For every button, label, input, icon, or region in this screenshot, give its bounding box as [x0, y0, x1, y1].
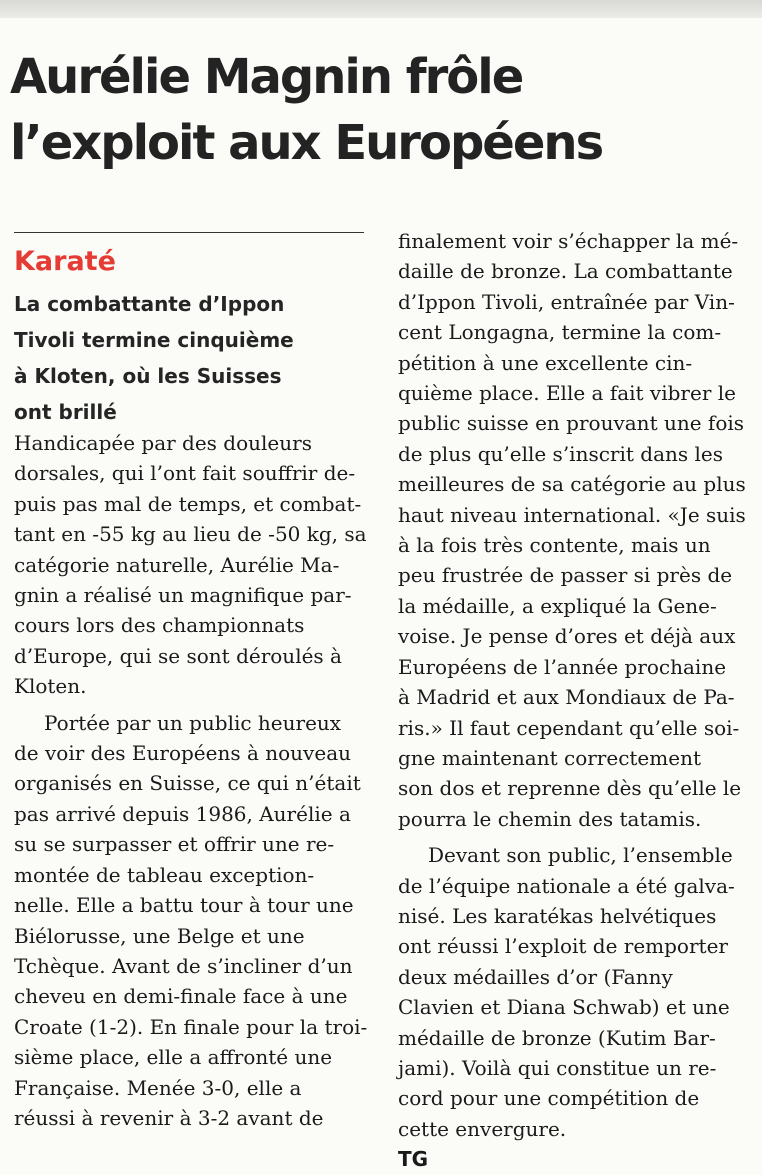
- text-line: Biélorusse, une Belge et une: [14, 923, 305, 948]
- text-line: peu frustrée de passer si près de: [398, 563, 733, 588]
- text-line: organisés en Suisse, ce qui n’était: [14, 771, 361, 796]
- text-line: gnin a réalisé un magnifique par-: [14, 583, 352, 608]
- text-line: voise. Je pense d’ores et déjà aux: [398, 624, 736, 649]
- text-line: [398, 1114, 758, 1175]
- text-line: ris.» Il faut cependant qu’elle soi-: [398, 715, 740, 740]
- text-line: Française. Menée 3-0, elle a: [14, 1075, 302, 1100]
- top-border-strip: [0, 0, 762, 18]
- headline-line: Aurélie Magnin frôle: [10, 49, 523, 105]
- subheadline-line: à Kloten, où les Suisses: [14, 364, 282, 388]
- text-line: deux médailles d’or (Fanny: [398, 964, 673, 989]
- text-line: cent Longagna, termine la com-: [398, 320, 722, 345]
- text-line: montée de tableau exception-: [14, 862, 315, 887]
- article-headline: [10, 44, 750, 176]
- text-line: d’Ippon Tivoli, entraînée par Vin-: [398, 289, 735, 314]
- text-line: puis pas mal de temps, et combat-: [14, 491, 362, 516]
- article-subheadline: [14, 286, 364, 430]
- text-line: son dos et reprenne dès qu’elle le: [398, 776, 742, 801]
- text-line: Européens de l’année prochaine: [398, 654, 727, 679]
- text-line: Clavien et Diana Schwab) et une: [398, 995, 730, 1020]
- text-line: à la fois très contente, mais un: [398, 533, 711, 558]
- text-line: ont réussi l’exploit de remporter: [398, 934, 728, 959]
- headline-line: l’exploit aux Européens: [10, 115, 603, 171]
- text-line: meilleures de sa catégorie au plus: [398, 472, 746, 497]
- text-line: catégorie naturelle, Aurélie Ma-: [14, 552, 340, 577]
- final-text: cette envergure.: [398, 1116, 567, 1141]
- text-line: Tchèque. Avant de s’incliner d’un: [14, 953, 353, 978]
- text-line: cours lors des championnats: [14, 613, 305, 638]
- text-line: daille de bronze. La combattante: [398, 259, 733, 284]
- paragraph-4: [398, 840, 758, 1174]
- paragraph-3: [398, 226, 758, 834]
- text-line: tant en -55 kg au lieu de -50 kg, sa: [14, 522, 367, 547]
- text-line: de plus qu’elle s’inscrit dans les: [398, 441, 723, 466]
- text-line: quième place. Elle a fait vibrer le: [398, 381, 736, 406]
- text-line: Kloten.: [14, 674, 87, 699]
- text-line: médaille de bronze (Kutim Bar-: [398, 1025, 716, 1050]
- author-signature: TG: [398, 1147, 429, 1172]
- subheadline-line: La combattante d’Ippon: [14, 292, 285, 316]
- text-line: pourra le chemin des tatamis.: [398, 806, 702, 831]
- text-line: réussi à revenir à 3-2 avant de: [14, 1105, 324, 1130]
- text-line: dorsales, qui l’ont fait souffrir de-: [14, 461, 356, 486]
- text-line: pétition à une excellente cin-: [398, 350, 693, 375]
- text-line: nisé. Les karatékas helvétiques: [398, 903, 717, 928]
- text-line: Handicapée par des douleurs: [14, 431, 312, 455]
- text-line: à Madrid et aux Mondiaux de Pa-: [398, 685, 735, 710]
- text-line: la médaille, a expliqué la Gene-: [398, 593, 717, 618]
- text-line: cord pour une compétition de: [398, 1086, 700, 1111]
- text-line: public suisse en prouvant une fois: [398, 411, 745, 436]
- text-line: finalement voir s’échapper la mé-: [398, 229, 739, 253]
- text-line: sième place, elle a affronté une: [14, 1045, 333, 1070]
- text-line: gne maintenant correctement: [398, 745, 701, 770]
- text-line: pas arrivé depuis 1986, Aurélie a: [14, 801, 351, 826]
- text-line: d’Europe, qui se sont déroulés à: [14, 643, 342, 668]
- text-line: Portée par un public heureux: [44, 710, 342, 735]
- text-line: cheveu en demi-finale face à une: [14, 984, 348, 1009]
- subheadline-line: Tivoli termine cinquième: [14, 328, 294, 352]
- text-line: haut niveau international. «Je suis: [398, 502, 746, 527]
- left-column: [14, 428, 374, 1133]
- right-column: [398, 226, 758, 1175]
- text-line: de voir des Européens à nouveau: [14, 741, 351, 766]
- text-line: Croate (1-2). En finale pour la troi-: [14, 1014, 368, 1039]
- text-line: de l’équipe nationale a été galva-: [398, 873, 735, 898]
- text-line: Devant son public, l’ensemble: [428, 843, 733, 868]
- paragraph-2: [14, 708, 374, 1134]
- text-line: jami). Voilà qui constitue un re-: [398, 1055, 717, 1080]
- text-line: su se surpasser et offrir une re-: [14, 832, 335, 857]
- paragraph-1: [14, 428, 374, 702]
- subheadline-line: ont brillé: [14, 400, 117, 424]
- text-line: nelle. Elle a battu tour à tour une: [14, 893, 354, 918]
- category-label: Karaté: [14, 246, 116, 277]
- section-divider: [14, 232, 364, 233]
